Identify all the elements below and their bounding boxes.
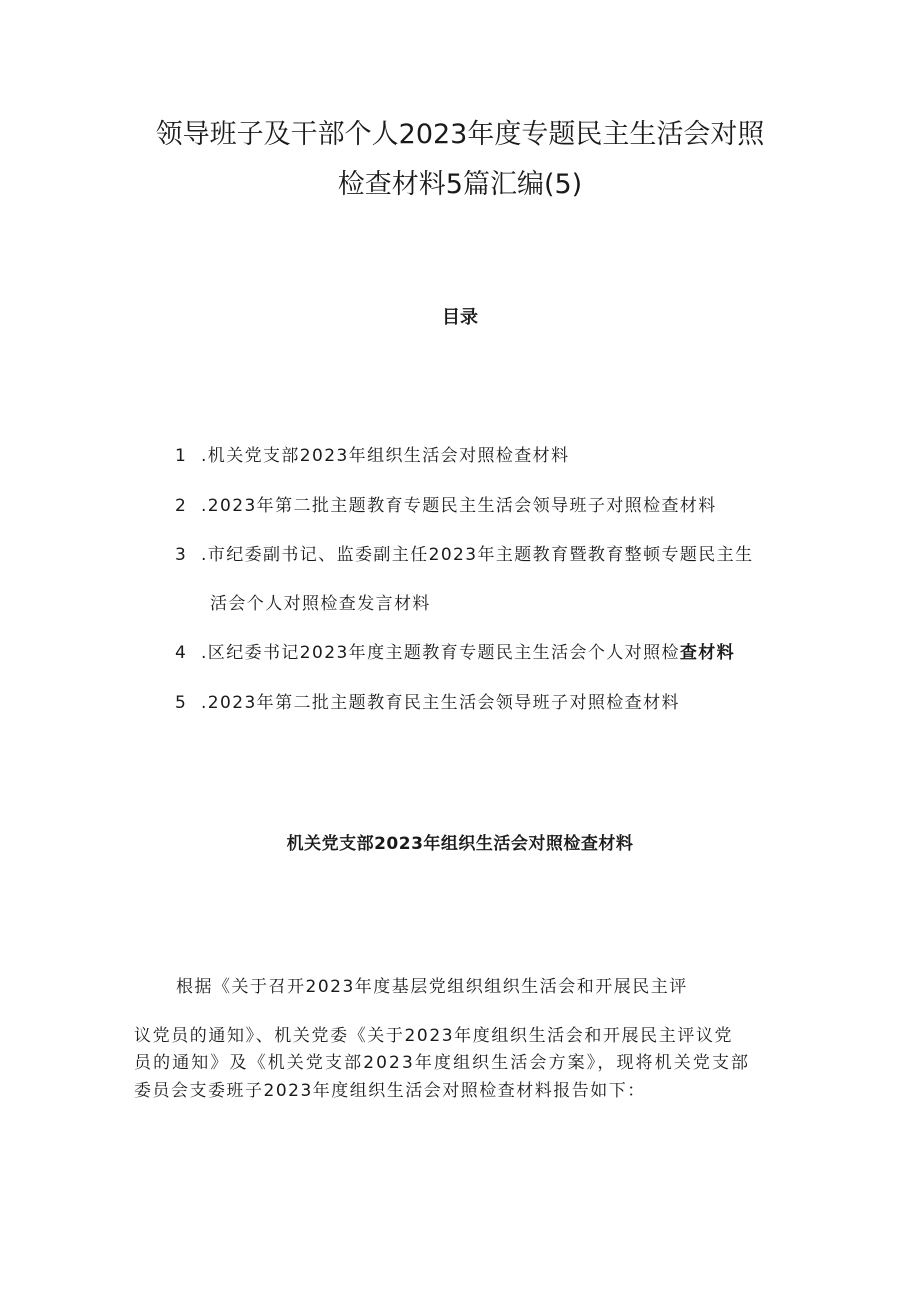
toc-item-5 — [175, 688, 680, 713]
toc-item-3 — [175, 540, 753, 565]
toc-item-bold-tail: 查材料 — [679, 643, 736, 663]
toc-item-3-continuation: 活会个人对照检查发言材料 — [210, 594, 431, 614]
toc-item-text: .机关党支部2023年组织生活会对照检查材料 — [201, 446, 570, 466]
toc-item-number: 3 — [175, 545, 188, 565]
toc-item-4 — [175, 638, 735, 663]
toc-item-1 — [175, 441, 569, 466]
toc-item-text: .2023年第二批主题教育专题民主生活会领导班子对照检查材料 — [201, 496, 717, 516]
paragraph-line-3: 员的通知》及《机关党支部2023年度组织生活会方案》，现将机关党支部 — [134, 1053, 751, 1073]
title-line-1: 领导班子及干部个人2023年度专题民主生活会对照 — [155, 119, 765, 150]
toc-item-number: 2 — [175, 496, 188, 516]
toc-item-text: .2023年第二批主题教育民主生活会领导班子对照检查材料 — [201, 693, 680, 713]
paragraph-line-4: 委员会支委班子2023年度组织生活会对照检查材料报告如下： — [134, 1081, 646, 1101]
toc-item-number: 1 — [175, 446, 188, 466]
section-title: 机关党支部2023年组织生活会对照检查材料 — [286, 834, 634, 854]
toc-item-number: 5 — [175, 693, 188, 713]
paragraph-line-1: 根据《关于召开2023年度基层党组织组织生活会和开展民主评 — [176, 977, 688, 997]
toc-item-2 — [175, 491, 717, 516]
toc-heading: 目录 — [442, 307, 478, 328]
toc-item-number: 4 — [175, 643, 188, 663]
title-line-2: 检查材料5篇汇编(5) — [337, 169, 583, 200]
toc-item-text: .区纪委书记2023年度主题教育专题民主生活会个人对照检 — [201, 643, 680, 663]
paragraph-line-2: 议党员的通知》、机关党委《关于2023年度组织生活会和开展民主评议党 — [134, 1026, 734, 1046]
toc-item-text: .市纪委副书记、监委副主任2023年主题教育暨教育整顿专题民主生 — [201, 545, 754, 565]
